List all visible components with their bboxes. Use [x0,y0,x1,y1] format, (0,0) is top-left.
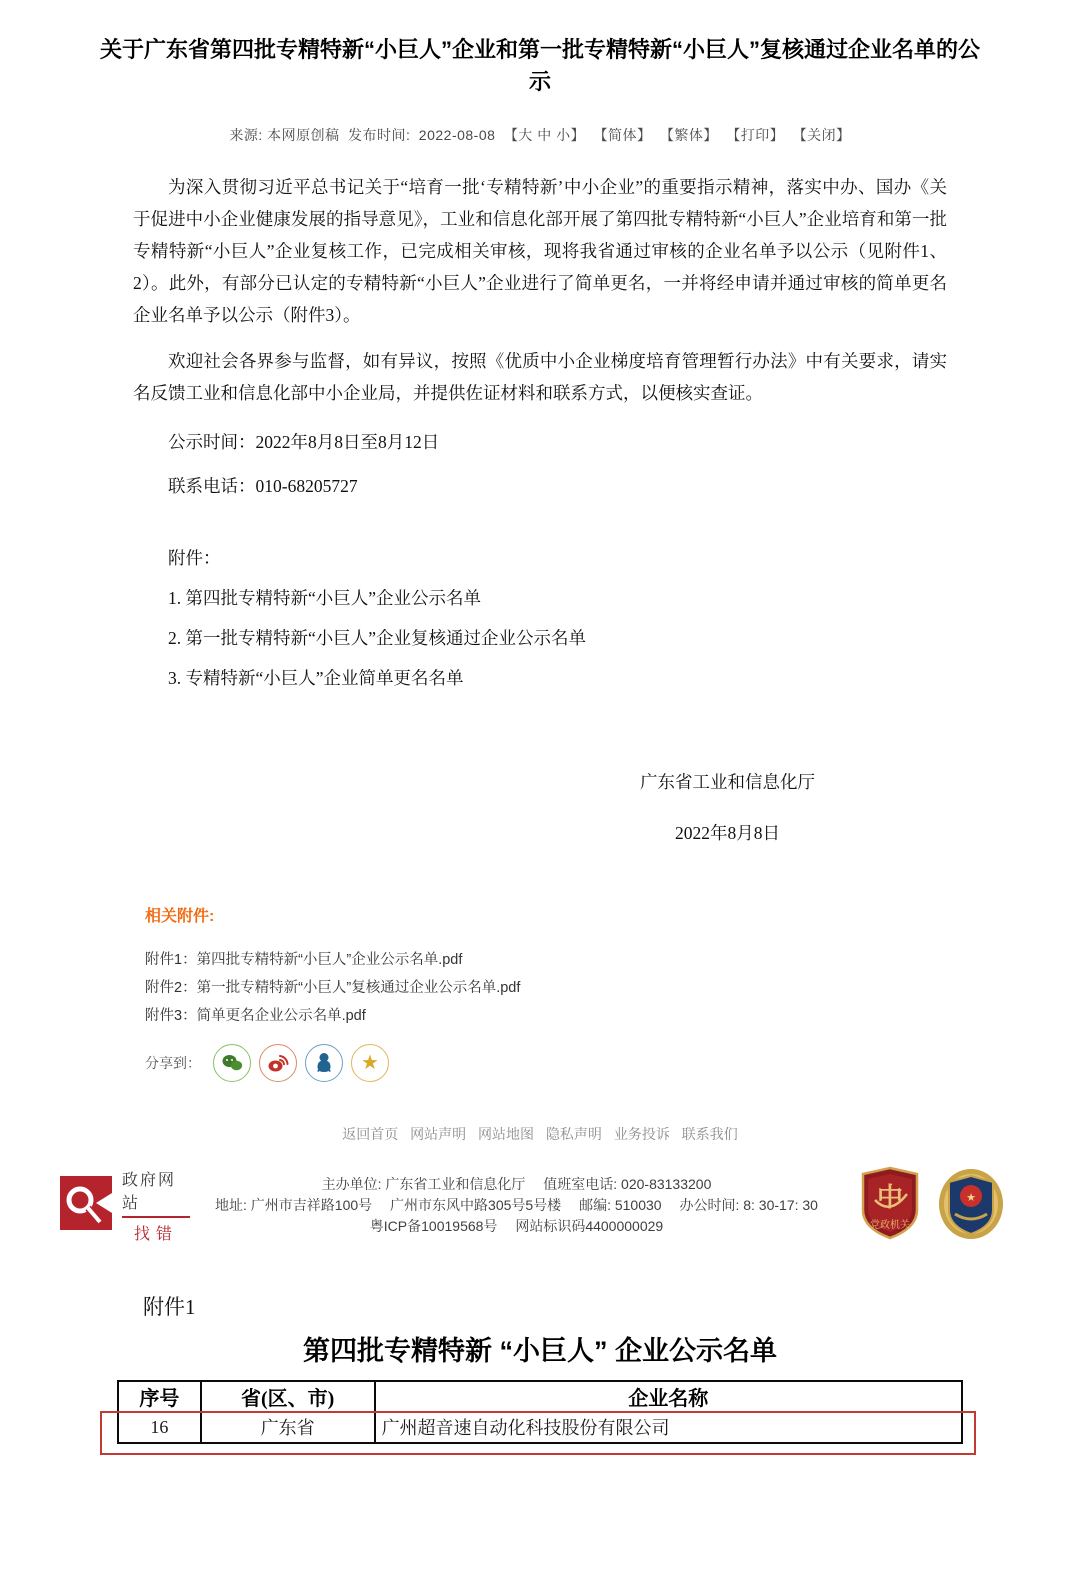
source-label: 来源: 本网原创稿 [229,126,340,143]
signature-org: 广东省工业和信息化厅 [640,771,815,792]
cell-no: 16 [118,1412,201,1443]
print-button[interactable]: 【打印】 [726,126,785,143]
column-header-no: 序号 [118,1381,201,1412]
signature-block [640,769,815,845]
gov-site-error-report-widget[interactable] [58,1167,190,1244]
notice-period: 公示时间：2022年8月8日至8月12日 [168,431,440,452]
preview-table-wrap [117,1380,963,1444]
weibo-icon[interactable] [259,1044,297,1082]
publish-date: 2022-08-08 [418,126,496,143]
share-row [145,1044,1080,1082]
footer-nav-privacy[interactable]: 隐私声明 [545,1125,602,1142]
related-attachment-link-2[interactable]: 附件2：第一批专精特新“小巨人”复核通过企业公示名单.pdf [145,979,521,996]
footer-icp-line: 粤ICP备10019568号 网站标识码4400000029 [369,1217,664,1234]
attachment-list [133,547,947,689]
related-attachments-heading: 相关附件: [145,907,215,925]
article-meta [0,125,1080,145]
signature-date: 2022年8月8日 [675,822,780,843]
share-label: 分享到： [145,1054,201,1071]
footer-nav-contact[interactable]: 联系我们 [681,1125,738,1142]
related-attachment-link-1[interactable]: 附件1：第四批专精特新“小巨人”企业公示名单.pdf [145,951,463,968]
simplified-button[interactable]: 【简体】 [593,126,652,143]
qzone-icon[interactable]: ★ [351,1044,389,1082]
column-header-province: 省(区、市) [201,1381,375,1412]
error-logo-line1: 政府网站 [122,1167,190,1218]
footer-nav-statement[interactable]: 网站声明 [410,1125,467,1142]
attachments-label: 附件： [168,547,221,568]
close-button[interactable]: 【关闭】 [792,126,851,143]
related-attachments-section [145,903,1080,1082]
wechat-icon[interactable] [213,1044,251,1082]
traditional-button[interactable]: 【繁体】 [659,126,718,143]
svg-text:中: 中 [876,1181,904,1212]
article-body [133,171,947,845]
preview-table [117,1380,963,1444]
attachment-preview-label: 附件1 [143,1294,196,1319]
font-size-button[interactable]: 【大 中 小】 [503,126,586,143]
table-row [118,1412,962,1443]
attachment-item-3: 3. 专精特新“小巨人”企业简单更名名单 [168,667,464,688]
column-header-company: 企业名称 [375,1381,962,1412]
svg-text:党政机关: 党政机关 [870,1219,910,1231]
page-title: 关于广东省第四批专精特新“小巨人”企业和第一批专精特新“小巨人”复核通过企业名单的公示 [99,37,980,94]
attachment-item-1: 1. 第四批专精特新“小巨人”企业公示名单 [168,587,482,608]
magnifier-flag-icon [58,1173,116,1238]
footer-address-line: 地址: 广州市吉祥路100号 广州市东风中路305号5号楼 邮编: 510030 办公时间: 8: 30-17: 30 [215,1196,818,1213]
table-header-row [118,1381,962,1412]
paragraph-1: 为深入贯彻习近平总书记关于“培育一批‘专精特新’中小企业”的重要指示精神，落实中办、国办《关于促进中小企业健康发展的指导意见》，工业和信息化部开展了第四批专精特新“小巨人”企业培育和第一批专精特新“小巨人”企业复核工作，已完成相关审核，现将我省通过审核的企业名单予以公示（见附件1、2）。此外，有部分已认定的专精特新“小巨人”企业进行了简单更名，一并将经申请并通过审核的简单更名企业名单予以公示（附件3）。 [133,176,947,325]
cell-province: 广东省 [201,1412,375,1443]
footer-host-line: 主办单位: 广东省工业和信息化厅 值班室电话: 020-83133200 [321,1175,712,1192]
related-attachment-link-3[interactable]: 附件3：简单更名企业公示名单.pdf [145,1007,366,1024]
attachment-item-2: 2. 第一批专精特新“小巨人”企业复核通过企业公示名单 [168,627,587,648]
contact-phone: 联系电话：010-68205727 [168,475,358,496]
site-footer [0,1124,1080,1245]
attachment-preview-section [0,1291,1080,1584]
party-government-badge-icon[interactable] [859,1166,921,1245]
paragraph-2: 欢迎社会各界参与监督，如有异议，按照《优质中小企业梯度培育管理暂行办法》中有关要求，请实名反馈工业和信息化部中小企业局，并提供佐证材料和联系方式，以便核实查证。 [133,350,947,403]
error-logo-line2: 找错 [133,1225,178,1243]
footer-nav [0,1124,1080,1144]
footer-info [190,1174,843,1237]
qq-icon[interactable] [305,1044,343,1082]
footer-nav-home[interactable]: 返回首页 [342,1125,399,1142]
attachment-table-title: 第四批专精特新 “小巨人” 企业公示名单 [302,1335,777,1366]
footer-badges [843,1166,1005,1245]
svg-text:★: ★ [966,1191,976,1204]
footer-nav-sitemap[interactable]: 网站地图 [478,1125,535,1142]
publish-time-label: 发布时间: [348,126,411,143]
cell-company: 广州超音速自动化科技股份有限公司 [375,1412,962,1443]
police-emblem-badge-icon[interactable] [937,1166,1005,1245]
footer-nav-complaint[interactable]: 业务投诉 [613,1125,670,1142]
